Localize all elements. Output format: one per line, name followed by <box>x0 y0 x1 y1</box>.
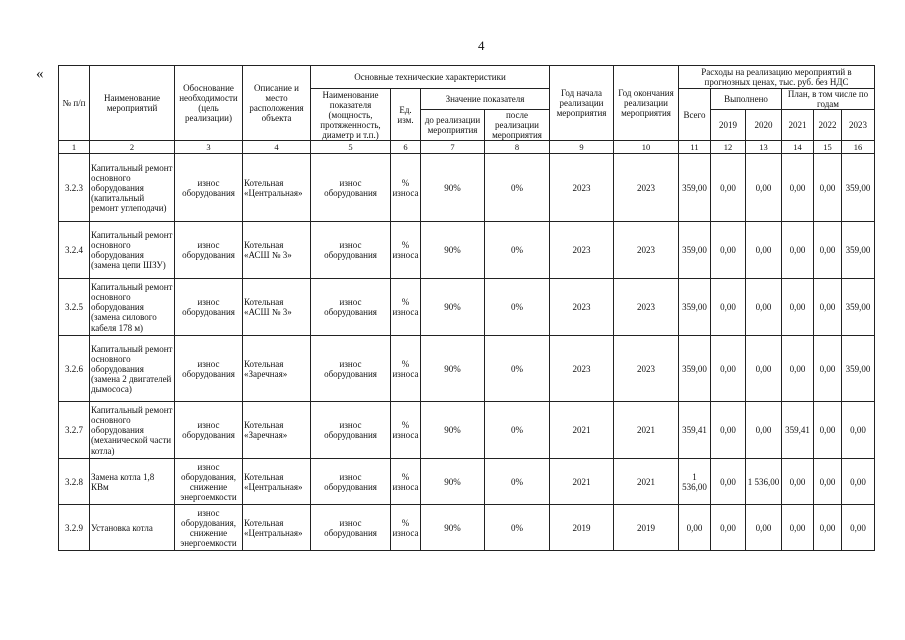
header-tech-characteristics: Основные технические характеристики <box>311 66 550 89</box>
unit: % износа <box>391 222 421 279</box>
cost-total: 0,00 <box>679 505 711 551</box>
column-number: 10 <box>614 141 679 154</box>
cost-total: 359,00 <box>679 336 711 402</box>
column-number: 13 <box>746 141 782 154</box>
header-year-2019: 2019 <box>711 110 746 141</box>
measure-name: Капитальный ремонт основного оборудования (замена цепи ШЗУ) <box>90 222 175 279</box>
column-number: 14 <box>782 141 814 154</box>
justification: износ оборудования <box>175 402 243 459</box>
cost-2021: 0,00 <box>782 336 814 402</box>
header-plan: План, в том числе по годам <box>782 89 875 110</box>
cost-2022: 0,00 <box>814 402 842 459</box>
justification: износ оборудования <box>175 336 243 402</box>
indicator: износ оборудования <box>311 505 391 551</box>
cost-2021: 0,00 <box>782 222 814 279</box>
start-year: 2023 <box>550 336 614 402</box>
cost-2021: 0,00 <box>782 459 814 505</box>
header-indicator-value: Значение показателя <box>421 89 550 110</box>
measure-name: Замена котла 1,8 КВм <box>90 459 175 505</box>
cost-2021: 359,41 <box>782 402 814 459</box>
cost-2020: 0,00 <box>746 154 782 222</box>
end-year: 2023 <box>614 279 679 336</box>
cost-2021: 0,00 <box>782 154 814 222</box>
cost-2022: 0,00 <box>814 459 842 505</box>
row-number: 3.2.5 <box>59 279 90 336</box>
column-number: 6 <box>391 141 421 154</box>
indicator: износ оборудования <box>311 336 391 402</box>
cost-2023: 359,00 <box>842 279 875 336</box>
measure-name: Установка котла <box>90 505 175 551</box>
justification: износ оборудования <box>175 154 243 222</box>
unit: % износа <box>391 402 421 459</box>
table-row <box>59 222 875 279</box>
header-year-2023: 2023 <box>842 110 875 141</box>
cost-total: 359,00 <box>679 154 711 222</box>
cost-2020: 0,00 <box>746 279 782 336</box>
cost-total: 359,41 <box>679 402 711 459</box>
header-year-2021: 2021 <box>782 110 814 141</box>
cost-2019: 0,00 <box>711 402 746 459</box>
value-after: 0% <box>485 402 550 459</box>
column-number: 15 <box>814 141 842 154</box>
row-number: 3.2.7 <box>59 402 90 459</box>
cost-2019: 0,00 <box>711 505 746 551</box>
location: Котельная «Центральная» <box>243 505 311 551</box>
header-after: после реализации мероприятия <box>485 110 550 141</box>
location: Котельная «Заречная» <box>243 336 311 402</box>
unit: % износа <box>391 279 421 336</box>
cost-2019: 0,00 <box>711 336 746 402</box>
indicator: износ оборудования <box>311 154 391 222</box>
indicator: износ оборудования <box>311 279 391 336</box>
start-year: 2023 <box>550 154 614 222</box>
column-number: 8 <box>485 141 550 154</box>
indicator: износ оборудования <box>311 222 391 279</box>
cost-2020: 0,00 <box>746 222 782 279</box>
measure-name: Капитальный ремонт основного оборудования (капитальный ремонт углеподачи) <box>90 154 175 222</box>
end-year: 2023 <box>614 336 679 402</box>
cost-total: 359,00 <box>679 279 711 336</box>
row-number: 3.2.8 <box>59 459 90 505</box>
measure-name: Капитальный ремонт основного оборудования (замена силового кабеля 178 м) <box>90 279 175 336</box>
table-row <box>59 154 875 222</box>
table-row <box>59 402 875 459</box>
value-before: 90% <box>421 222 485 279</box>
indicator: износ оборудования <box>311 459 391 505</box>
value-before: 90% <box>421 154 485 222</box>
header-total: Всего <box>679 89 711 141</box>
cost-2021: 0,00 <box>782 505 814 551</box>
header-year-2020: 2020 <box>746 110 782 141</box>
cost-2022: 0,00 <box>814 279 842 336</box>
page-number: 4 <box>478 38 485 53</box>
justification: износ оборудования <box>175 279 243 336</box>
unit: % износа <box>391 505 421 551</box>
value-before: 90% <box>421 279 485 336</box>
row-number: 3.2.3 <box>59 154 90 222</box>
opening-quote: « <box>36 66 44 82</box>
header-before: до реализации мероприятия <box>421 110 485 141</box>
cost-total: 1 536,00 <box>679 459 711 505</box>
row-number: 3.2.6 <box>59 336 90 402</box>
start-year: 2023 <box>550 222 614 279</box>
value-after: 0% <box>485 336 550 402</box>
header-start-year: Год начала реализации мероприятия <box>550 66 614 141</box>
column-numbers-row <box>59 141 875 154</box>
column-number: 16 <box>842 141 875 154</box>
cost-2023: 0,00 <box>842 459 875 505</box>
end-year: 2019 <box>614 505 679 551</box>
cost-2023: 0,00 <box>842 505 875 551</box>
indicator: износ оборудования <box>311 402 391 459</box>
cost-2023: 359,00 <box>842 222 875 279</box>
header-completed: Выполнено <box>711 89 782 110</box>
measure-name: Капитальный ремонт основного оборудования (замена 2 двигателей дымососа) <box>90 336 175 402</box>
column-number: 4 <box>243 141 311 154</box>
end-year: 2023 <box>614 222 679 279</box>
cost-2019: 0,00 <box>711 279 746 336</box>
header-indicator: Наименование показателя (мощность, протяженность, диаметр и т.п.) <box>311 89 391 141</box>
location: Котельная «Заречная» <box>243 402 311 459</box>
column-number: 11 <box>679 141 711 154</box>
value-before: 90% <box>421 336 485 402</box>
header-unit: Ед. изм. <box>391 89 421 141</box>
cost-2020: 1 536,00 <box>746 459 782 505</box>
measures-table <box>58 65 875 551</box>
table-row <box>59 505 875 551</box>
cost-2022: 0,00 <box>814 505 842 551</box>
cost-2022: 0,00 <box>814 336 842 402</box>
column-number: 7 <box>421 141 485 154</box>
end-year: 2023 <box>614 154 679 222</box>
value-after: 0% <box>485 279 550 336</box>
unit: % износа <box>391 459 421 505</box>
header-justification: Обоснование необходимости (цель реализации) <box>175 66 243 141</box>
cost-2023: 0,00 <box>842 402 875 459</box>
column-number: 5 <box>311 141 391 154</box>
value-after: 0% <box>485 505 550 551</box>
cost-2021: 0,00 <box>782 279 814 336</box>
column-number: 1 <box>59 141 90 154</box>
end-year: 2021 <box>614 459 679 505</box>
value-before: 90% <box>421 402 485 459</box>
column-number: 9 <box>550 141 614 154</box>
start-year: 2021 <box>550 402 614 459</box>
header-costs: Расходы на реализацию мероприятий в прогнозных ценах, тыс. руб. без НДС <box>679 66 875 89</box>
cost-2019: 0,00 <box>711 154 746 222</box>
cost-2020: 0,00 <box>746 402 782 459</box>
column-number: 3 <box>175 141 243 154</box>
table-row <box>59 459 875 505</box>
header-year-2022: 2022 <box>814 110 842 141</box>
header-number: № п/п <box>59 66 90 141</box>
location: Котельная «АСШ № 3» <box>243 279 311 336</box>
cost-2020: 0,00 <box>746 336 782 402</box>
justification: износ оборудования, снижение энергоемкости <box>175 459 243 505</box>
value-after: 0% <box>485 459 550 505</box>
cost-2020: 0,00 <box>746 505 782 551</box>
location: Котельная «Центральная» <box>243 459 311 505</box>
cost-2019: 0,00 <box>711 222 746 279</box>
justification: износ оборудования <box>175 222 243 279</box>
justification: износ оборудования, снижение энергоемкости <box>175 505 243 551</box>
unit: % износа <box>391 154 421 222</box>
cost-2022: 0,00 <box>814 222 842 279</box>
end-year: 2021 <box>614 402 679 459</box>
location: Котельная «Центральная» <box>243 154 311 222</box>
value-after: 0% <box>485 222 550 279</box>
cost-2019: 0,00 <box>711 459 746 505</box>
value-before: 90% <box>421 505 485 551</box>
unit: % износа <box>391 336 421 402</box>
table-row <box>59 279 875 336</box>
value-after: 0% <box>485 154 550 222</box>
column-number: 2 <box>90 141 175 154</box>
column-number: 12 <box>711 141 746 154</box>
cost-2023: 359,00 <box>842 154 875 222</box>
start-year: 2019 <box>550 505 614 551</box>
cost-2022: 0,00 <box>814 154 842 222</box>
start-year: 2021 <box>550 459 614 505</box>
value-before: 90% <box>421 459 485 505</box>
table-row <box>59 336 875 402</box>
header-end-year: Год окончания реализации мероприятия <box>614 66 679 141</box>
row-number: 3.2.4 <box>59 222 90 279</box>
header-location: Описание и место расположения объекта <box>243 66 311 141</box>
location: Котельная «АСШ № 3» <box>243 222 311 279</box>
table-body <box>59 154 875 551</box>
header-measure-name: Наименование мероприятий <box>90 66 175 141</box>
cost-total: 359,00 <box>679 222 711 279</box>
row-number: 3.2.9 <box>59 505 90 551</box>
start-year: 2023 <box>550 279 614 336</box>
measure-name: Капитальный ремонт основного оборудования (механической части котла) <box>90 402 175 459</box>
cost-2023: 359,00 <box>842 336 875 402</box>
